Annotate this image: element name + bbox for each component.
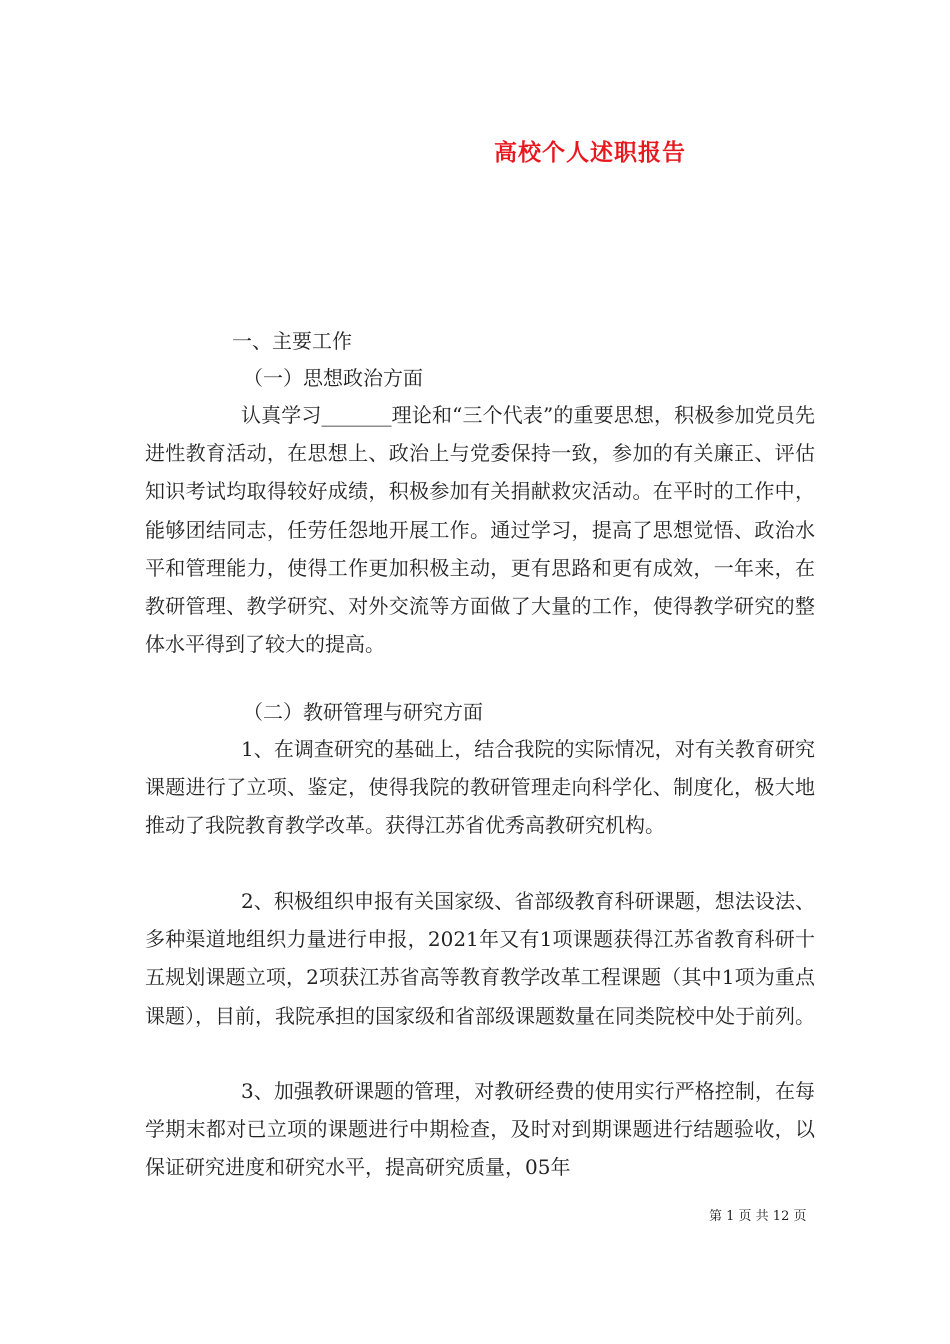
- paragraph-research-3: 3、加强教研课题的管理，对教研经费的使用实行严格控制，在每学期末都对已立项的课题进行中期检查，及时对到期课题进行结题验收，以保证研究进度和研究水平，提高研究质量，05年: [145, 1079, 815, 1180]
- subsection-heading-research: （二）教研管理与研究方面: [243, 700, 483, 724]
- section-heading-main-work: 一、主要工作: [232, 329, 352, 353]
- page-number: 第 1 页 共 12 页: [709, 1209, 807, 1224]
- paragraph-ideology: 认真学习_______理论和“三个代表”的重要思想，积极参加党员先进性教育活动，在思想上、政治上与党委保持一致，参加的有关廉正、评估知识考试均取得较好成绩，积极参加有关捐献救灾活动。在平时的工作中，能够团结同志，任劳任怨地开展工作。通过学习，提高了思想觉悟、政治水平和管理能力，使得工作更加积极主动，更有思路和更有成效，一年来，在教研管理、教学研究、对外交流等方面做了大量的工作，使得教学研究的整体水平得到了较大的提高。: [145, 403, 815, 657]
- paragraph-research-2: 2、积极组织申报有关国家级、省部级教育科研课题，想法设法、多种渠道地组织力量进行申报，2021年又有1项课题获得江苏省教育科研十五规划课题立项，2项获江苏省高等教育教学改革工程课题（其中1项为重点课题），目前，我院承担的国家级和省部级课题数量在同类院校中处于前列。: [145, 889, 815, 1028]
- subsection-heading-ideology: （一）思想政治方面: [243, 366, 423, 390]
- document-title: 高校个人述职报告: [494, 139, 686, 166]
- paragraph-research-1: 1、在调查研究的基础上，结合我院的实际情况，对有关教育研究课题进行了立项、鉴定，使得我院的教研管理走向科学化、制度化，极大地推动了我院教育教学改革。获得江苏省优秀高教研究机构。: [145, 737, 815, 838]
